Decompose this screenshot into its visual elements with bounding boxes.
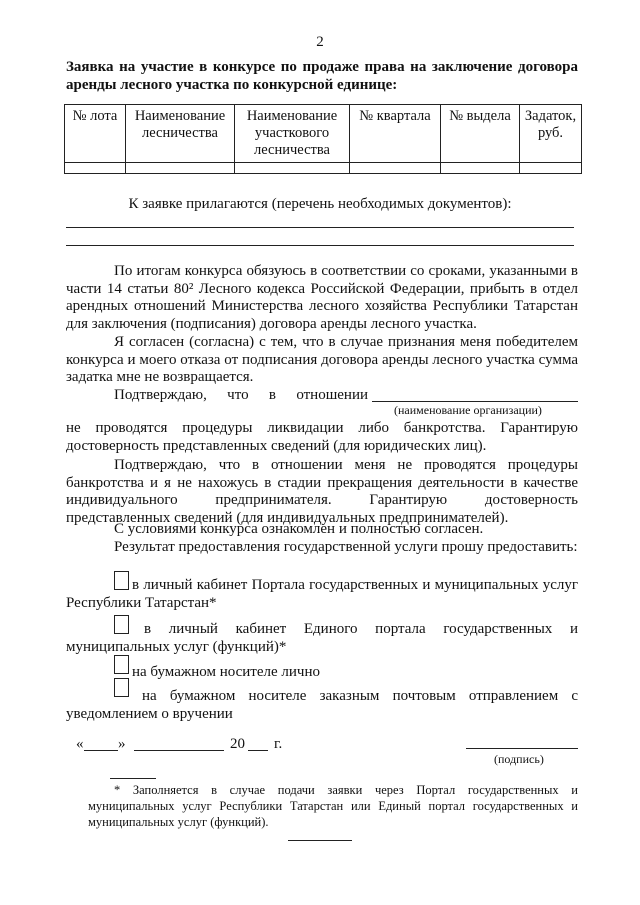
- signature-field[interactable]: [466, 748, 578, 749]
- option-paper-by-mail: на бумажном носителе заказным почтовым отправлением с уведомлением о вручении: [66, 688, 578, 722]
- table-cell[interactable]: [520, 163, 582, 174]
- date-open-quote: «: [76, 736, 84, 752]
- header-forestry: Наименование лесничества: [126, 105, 235, 163]
- date-day-field[interactable]: [84, 750, 118, 751]
- table-header-row: [65, 105, 582, 163]
- header-quarter-number: № квартала: [350, 105, 441, 163]
- confirm-org-rest: не проводятся процедуры ликвидации либо банкротства. Гарантирую достоверность представленных сведений (для юридических лиц).: [66, 420, 578, 454]
- table-cell[interactable]: [235, 163, 350, 174]
- lot-table: [64, 104, 582, 174]
- attachments-line-1[interactable]: [66, 227, 574, 228]
- footnote-separator: [110, 778, 156, 779]
- page-number: 2: [316, 34, 324, 50]
- organization-name-field[interactable]: [372, 401, 578, 402]
- familiar-paragraph: С условиями конкурса ознакомлен и полностью согласен.: [114, 521, 484, 537]
- table-cell[interactable]: [65, 163, 126, 174]
- date-close-quote: »: [118, 736, 126, 752]
- table-cell[interactable]: [441, 163, 520, 174]
- attachments-heading: К заявке прилагаются (перечень необходимых документов):: [128, 196, 512, 212]
- organization-name-caption: (наименование организации): [394, 403, 542, 417]
- footnote-text: * Заполняется в случае подачи заявки через Портал государственных и муниципальных услуг Республики Татарстан или Единый портал государственных и муниципальных услуг (функций).: [88, 783, 578, 829]
- header-lot-number: № лота: [65, 105, 126, 163]
- entrepreneur-paragraph: Подтверждаю, что в отношении меня не проводятся процедуры банкротства и я не нахожусь в стадии прекращения деятельности в качестве индивидуального предпринимателя. Гарантирую достоверность представленных сведений (для индивидуальных предпринимателей).: [66, 457, 578, 526]
- table-row: [65, 163, 582, 174]
- table-cell[interactable]: [126, 163, 235, 174]
- obligation-paragraph: По итогам конкурса обязуюсь в соответствии со сроками, указанными в части 14 статьи 80² Лесного кодекса Российской Федерации, прибыть в отдел арендных отношений Министерства лесного хозяйства Республики Татарстан для заключения (подписания) договора аренды лесного участка.: [66, 263, 578, 332]
- option-regional-portal: в личный кабинет Портала государственных и муниципальных услуг Республики Татарстан*: [66, 577, 578, 611]
- option-federal-portal: в личный кабинет Единого портала государственных и муниципальных услуг (функций)*: [66, 621, 578, 655]
- header-section-number: № выдела: [441, 105, 520, 163]
- signature-caption: (подпись): [494, 752, 544, 766]
- date-year-field[interactable]: [248, 750, 268, 751]
- date-year-prefix: 20: [230, 736, 245, 752]
- option-checkbox-paper-in-person[interactable]: [114, 655, 129, 674]
- page-end-line: [288, 840, 352, 841]
- agreement-paragraph: Я согласен (согласна) с тем, что в случае признания меня победителем конкурса и моего отказа от подписания договора аренды лесного участка сумма задатка мне не возвращается.: [66, 334, 578, 385]
- form-title: Заявка на участие в конкурсе по продаже права на заключение договора аренды лесного участка по конкурсной единице:: [66, 59, 578, 93]
- date-month-field[interactable]: [134, 750, 224, 751]
- header-district-forestry: Наименование участкового лесничества: [235, 105, 350, 163]
- confirm-org-prefix: Подтверждаю, что в отношении: [114, 387, 368, 403]
- table-cell[interactable]: [350, 163, 441, 174]
- attachments-line-2[interactable]: [66, 245, 574, 246]
- result-request: Результат предоставления государственной услуги прошу предоставить:: [114, 539, 578, 555]
- date-year-suffix: г.: [274, 736, 283, 752]
- header-deposit: Задаток, руб.: [520, 105, 582, 163]
- option-paper-in-person: на бумажном носителе лично: [132, 664, 320, 680]
